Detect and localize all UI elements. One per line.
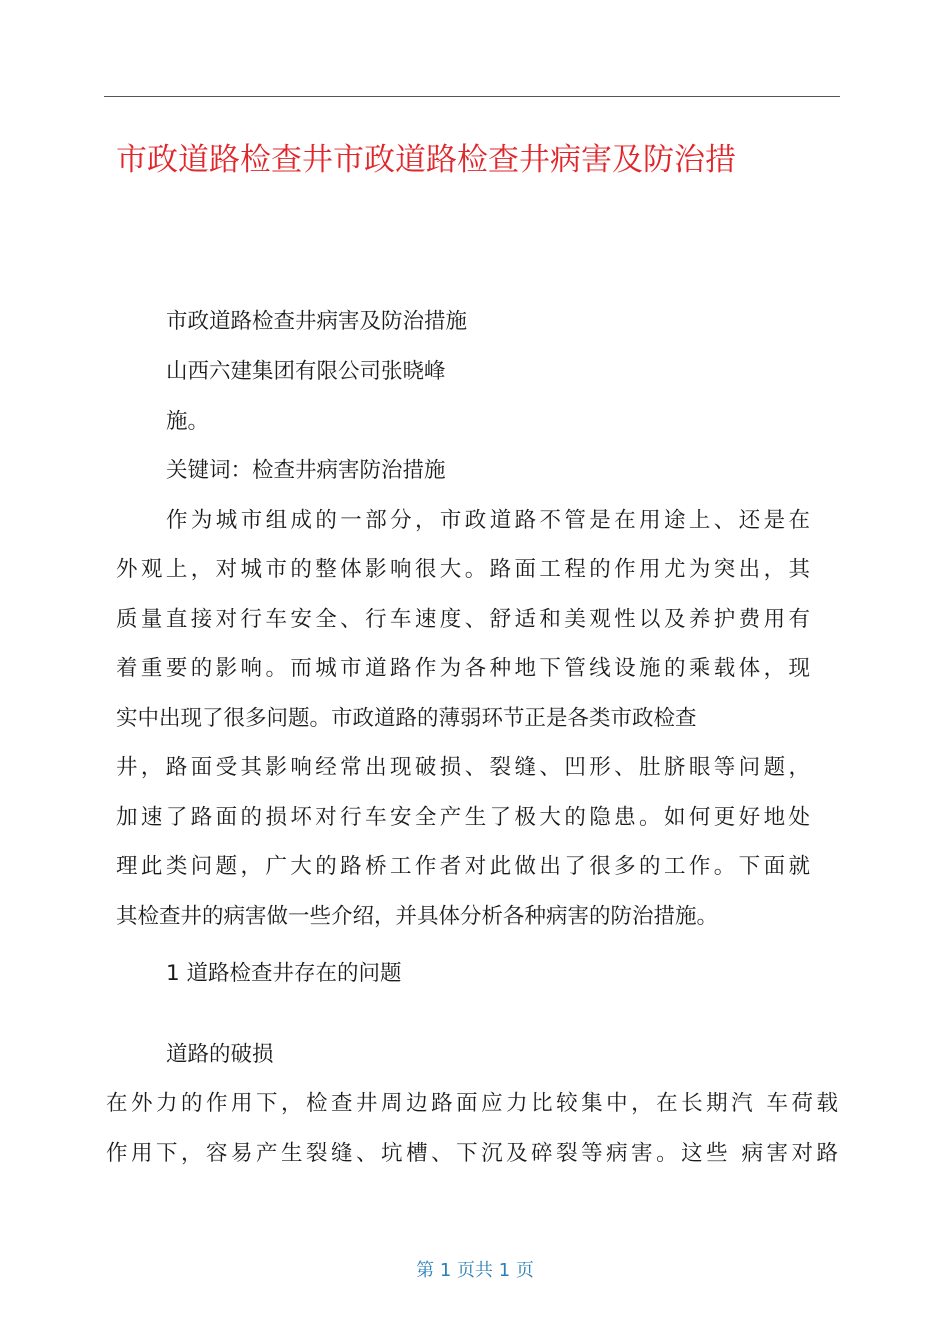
intro-paragraph-line: 质量直接对行车安全、行车速度、舒适和美观性以及养护费用有: [116, 607, 810, 632]
page-footer: 第 1 页共 1 页: [416, 1260, 534, 1281]
intro-paragraph-line: 实中出现了很多问题。市政道路的薄弱环节正是各类市政检查: [116, 706, 697, 731]
damage-paragraph-line: 作用下，容易产生裂缝、坑槽、下沉及碎裂等病害。这些 病害对路: [106, 1141, 838, 1166]
intro-paragraph-line: 井，路面受其影响经常出现破损、裂缝、凹形、肚脐眼等问题，: [116, 755, 810, 780]
intro-paragraph-line: 加速了路面的损坏对行车安全产生了极大的隐患。如何更好地处: [116, 805, 810, 830]
document-title: 市政道路检查井市政道路检查井病害及防治措: [116, 142, 736, 178]
header-rule: [104, 96, 840, 97]
section-heading: 1 道路检查井存在的问题: [166, 961, 402, 986]
intro-paragraph-line: 作为城市组成的一部分，市政道路不管是在用途上、还是在: [166, 508, 810, 533]
intro-paragraph-line: 其检查井的病害做一些介绍，并具体分析各种病害的防治措施。: [116, 904, 719, 929]
damage-paragraph-line: 在外力的作用下，检查井周边路面应力比较集中，在长期汽 车荷载: [106, 1091, 838, 1116]
fragment-line: 施。: [166, 409, 210, 434]
intro-paragraph-line: 着重要的影响。而城市道路作为各种地下管线设施的乘载体，现: [116, 656, 810, 681]
subsection-heading: 道路的破损: [166, 1042, 274, 1067]
author-line: 山西六建集团有限公司张晓峰: [166, 359, 446, 384]
intro-paragraph-line: 外观上，对城市的整体影响很大。路面工程的作用尤为突出，其: [116, 557, 810, 582]
article-title: 市政道路检查井病害及防治措施: [166, 309, 468, 334]
intro-paragraph-line: 理此类问题，广大的路桥工作者对此做出了很多的工作。下面就: [116, 854, 810, 879]
keywords-line: 关键词：检查井病害防治措施: [166, 458, 446, 483]
